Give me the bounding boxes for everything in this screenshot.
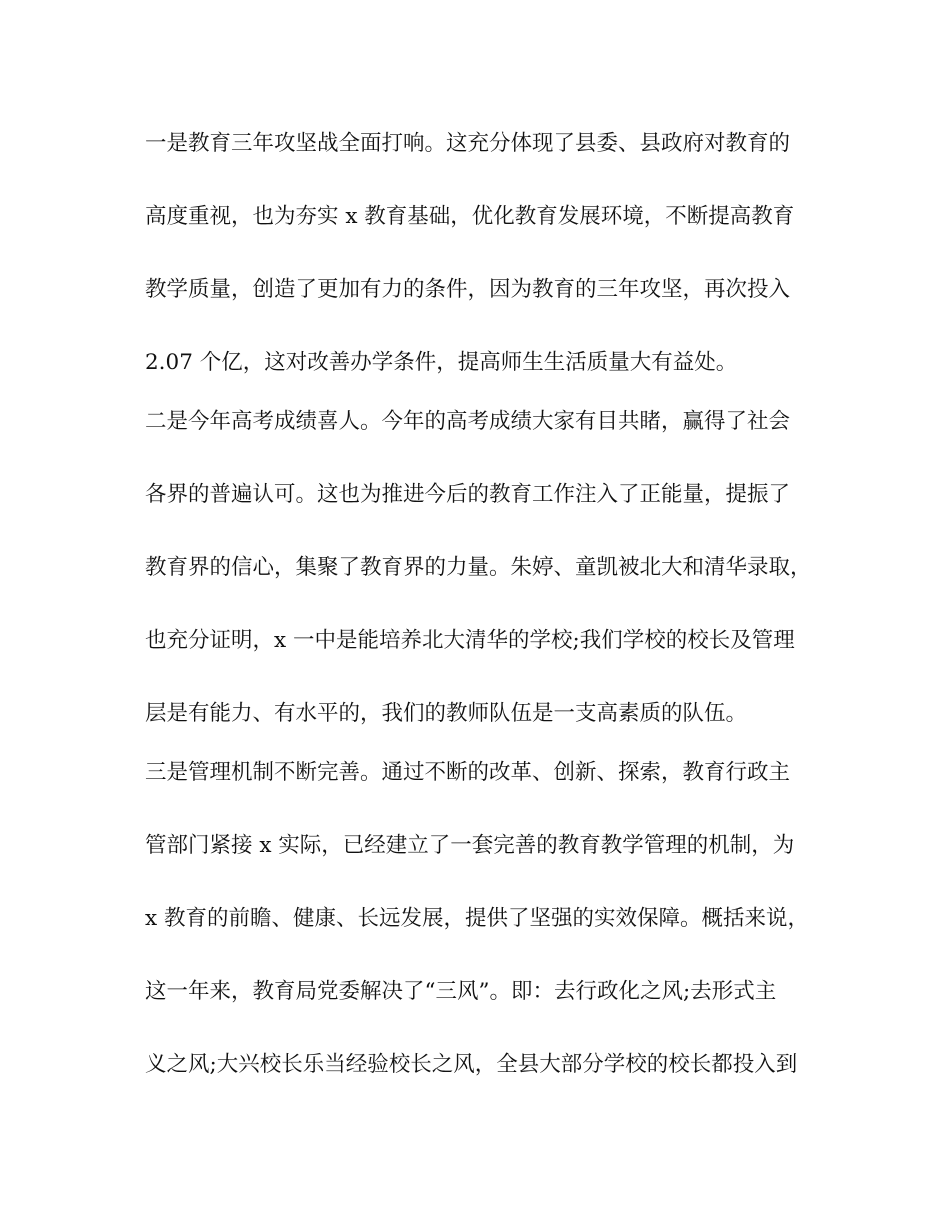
paragraph-2-line-2: 各界的普遍认可。这也为推进今后的教育工作注入了正能量，提振了 <box>145 482 791 507</box>
paragraph-1-line-3: 教学质量，创造了更加有力的条件，因为教育的三年攻坚，再次投入 <box>145 277 791 302</box>
paragraph-3-line-3: x 教育的前瞻、健康、长远发展，提供了坚强的实效保障。概括来说， <box>145 906 809 931</box>
paragraph-1-line-4: 2.07 个亿，这对改善办学条件，提高师生生活质量大有益处。 <box>145 350 738 375</box>
paragraph-1-line-1: 一是教育三年攻坚战全面打响。这充分体现了县委、县政府对教育的 <box>145 131 791 156</box>
paragraph-2-line-1: 二是今年高考成绩喜人。今年的高考成绩大家有目共睹，赢得了社会 <box>145 409 791 434</box>
paragraph-3-line-4: 这一年来，教育局党委解决了“三风”。即：去行政化之风;去形式主 <box>145 979 777 1004</box>
paragraph-3-line-1: 三是管理机制不断完善。通过不断的改革、创新、探索，教育行政主 <box>145 760 791 785</box>
paragraph-2-line-4: 也充分证明，x 一中是能培养北大清华的学校;我们学校的校长及管理 <box>145 628 795 653</box>
paragraph-3-line-2: 管部门紧接 x 实际，已经建立了一套完善的教育教学管理的机制，为 <box>145 833 795 858</box>
paragraph-2-line-5: 层是有能力、有水平的，我们的教师队伍是一支高素质的队伍。 <box>145 701 748 726</box>
paragraph-3-line-5: 义之风;大兴校长乐当经验校长之风，全县大部分学校的校长都投入到 <box>145 1052 798 1077</box>
paragraph-2-line-3: 教育界的信心，集聚了教育界的力量。朱婷、童凯被北大和清华录取， <box>145 555 812 580</box>
paragraph-1-line-2: 高度重视，也为夯实 x 教育基础，优化教育发展环境，不断提高教育 <box>145 204 795 229</box>
